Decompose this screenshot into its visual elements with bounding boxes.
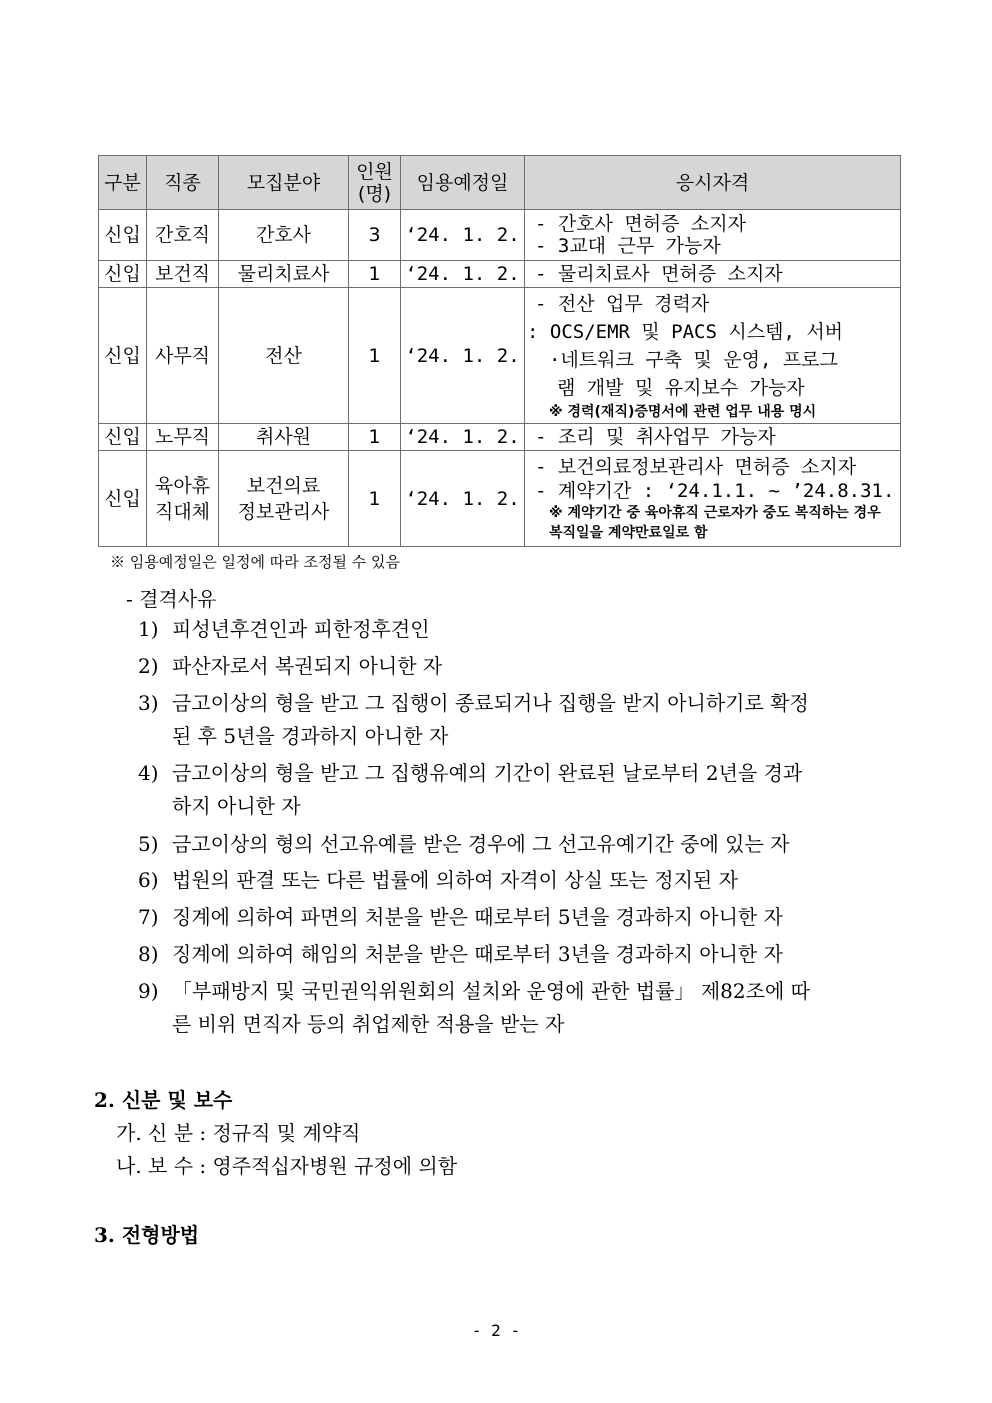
table-row [99, 451, 901, 547]
header-qualification: 응시자격 [525, 156, 901, 210]
cell-date: ‘24. 1. 2. [401, 288, 525, 424]
list-text: 징계에 의하여 해임의 처분을 받은 때로부터 3년을 경과하지 아니한 자 [172, 942, 783, 966]
list-item [138, 938, 898, 971]
list-text-continued: 된 후 5년을 경과하지 아니한 자 [172, 724, 449, 748]
list-number: 3) [138, 691, 159, 715]
qualification-line: - 계약기간 : ‘24.1.1. ~ ’24.8.31. [535, 479, 895, 502]
list-item [138, 687, 898, 753]
cell-count: 1 [349, 288, 401, 424]
cell-count: 3 [349, 210, 401, 261]
cell-type: 신입 [99, 424, 147, 451]
cell-date: ‘24. 1. 2. [401, 261, 525, 288]
cell-type: 신입 [99, 261, 147, 288]
list-text: 금고이상의 형을 받고 그 집행유예의 기간이 완료된 날로부터 2년을 경과 [172, 761, 803, 785]
cell-field: 물리치료사 [219, 261, 349, 288]
list-text-continued: 하지 아니한 자 [172, 794, 301, 818]
list-text: 법원의 판결 또는 다른 법률에 의하여 자격이 상실 또는 정지된 자 [172, 868, 738, 892]
table-row [99, 261, 901, 288]
cell-job: 육아휴 직대체 [147, 451, 219, 547]
cell-qualification [525, 288, 901, 424]
qualification-note: ※ 계약기간 중 육아휴직 근로자가 중도 복직하는 경우 복직일을 계약만료일로 함 [549, 504, 881, 541]
list-number: 6) [138, 868, 159, 892]
header-count: 인원 (명) [349, 156, 401, 210]
page-number: - 2 - [471, 1321, 521, 1340]
cell-qualification [525, 424, 901, 451]
cell-field: 전산 [219, 288, 349, 424]
list-text: 징계에 의하여 파면의 처분을 받은 때로부터 5년을 경과하지 아니한 자 [172, 905, 783, 929]
table-row [99, 210, 901, 261]
list-item [138, 757, 898, 823]
table-header-row [99, 156, 901, 210]
list-number: 5) [138, 832, 159, 856]
list-number: 1) [138, 617, 159, 641]
list-text-continued: 른 비위 면직자 등의 취업제한 적용을 받는 자 [172, 1012, 565, 1036]
list-item [138, 864, 898, 897]
cell-qualification [525, 261, 901, 288]
cell-type: 신입 [99, 210, 147, 261]
list-item [138, 613, 898, 646]
section-2-title: 2. 신분 및 보수 [94, 1088, 233, 1112]
qualification-line: - 물리치료사 면허증 소지자 [535, 263, 783, 285]
list-text: 파산자로서 복권되지 아니한 자 [172, 654, 443, 678]
table-footnote: ※ 임용예정일은 일정에 따라 조정될 수 있음 [110, 553, 400, 571]
cell-type: 신입 [99, 451, 147, 547]
list-number: 7) [138, 905, 159, 929]
section-3-title: 3. 전형방법 [94, 1223, 200, 1247]
header-date: 임용예정일 [401, 156, 525, 210]
list-text: 피성년후견인과 피한정후견인 [172, 617, 430, 641]
cell-job: 간호직 [147, 210, 219, 261]
list-number: 4) [138, 761, 159, 785]
header-field: 모집분야 [219, 156, 349, 210]
cell-count: 1 [349, 424, 401, 451]
qualification-line: - 보건의료정보관리사 면허증 소지자 [535, 455, 857, 478]
section-2-item: 나. 보 수 : 영주적십자병원 규정에 의함 [116, 1154, 458, 1178]
cell-field: 간호사 [219, 210, 349, 261]
table-row [99, 288, 901, 424]
list-text: 금고이상의 형을 받고 그 집행이 종료되거나 집행을 받지 아니하기로 확정 [172, 691, 809, 715]
cell-field: 취사원 [219, 424, 349, 451]
cell-job: 사무직 [147, 288, 219, 424]
list-item [138, 975, 898, 1041]
cell-job: 노무직 [147, 424, 219, 451]
header-type: 구분 [99, 156, 147, 210]
cell-job: 보건직 [147, 261, 219, 288]
qualification-note: ※ 경력(재직)증명서에 관련 업무 내용 명시 [549, 403, 817, 420]
qualification-line: - 간호사 면허증 소지자 [535, 213, 746, 235]
list-text: 금고이상의 형의 선고유예를 받은 경우에 그 선고유예기간 중에 있는 자 [172, 832, 790, 856]
cell-type: 신입 [99, 288, 147, 424]
list-number: 8) [138, 942, 159, 966]
cell-date: ‘24. 1. 2. [401, 451, 525, 547]
cell-count: 1 [349, 451, 401, 547]
cell-date: ‘24. 1. 2. [401, 424, 525, 451]
list-text: 「부패방지 및 국민권익위원회의 설치와 운영에 관한 법률」 제82조에 따 [172, 979, 810, 1003]
list-item [138, 650, 898, 683]
qualification-line: ·네트워크 구축 및 운영, 프로그 [549, 348, 838, 371]
list-item [138, 901, 898, 934]
cell-qualification [525, 451, 901, 547]
list-item [138, 828, 898, 861]
header-job: 직종 [147, 156, 219, 210]
cell-date: ‘24. 1. 2. [401, 210, 525, 261]
list-number: 9) [138, 979, 159, 1003]
disqualification-heading: - 결격사유 [126, 587, 217, 611]
cell-qualification [525, 210, 901, 261]
recruitment-table [98, 155, 901, 547]
qualification-line: - 조리 및 취사업무 가능자 [535, 426, 776, 448]
cell-count: 1 [349, 261, 401, 288]
qualification-line: 램 개발 및 유지보수 가능자 [557, 376, 805, 399]
qualification-line: : OCS/EMR 및 PACS 시스템, 서버 [527, 320, 844, 343]
qualification-line: - 3교대 근무 가능자 [535, 235, 721, 257]
qualification-line: - 전산 업무 경력자 [535, 292, 710, 315]
list-number: 2) [138, 654, 159, 678]
cell-field: 보건의료 정보관리사 [219, 451, 349, 547]
table-row [99, 424, 901, 451]
section-2-item: 가. 신 분 : 정규직 및 계약직 [116, 1121, 361, 1145]
